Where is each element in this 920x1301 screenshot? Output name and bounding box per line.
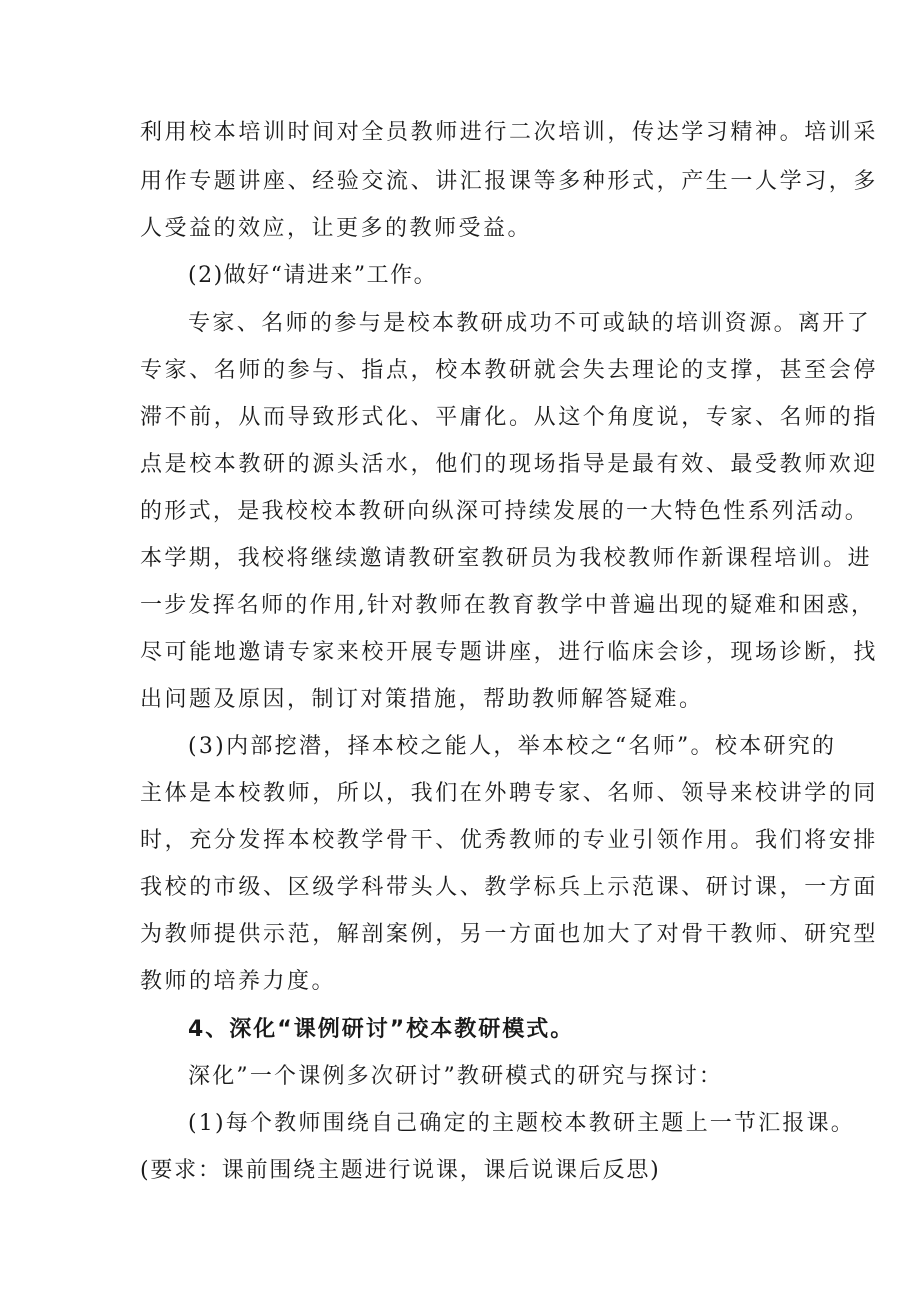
section-heading: 4、深化“课例研讨”校本教研模式。 <box>188 1017 575 1042</box>
text-line-12: 尽可能地邀请专家来校开展专题讲座，进行临床会诊，现场诊断，找 <box>140 640 879 665</box>
text-line-19: 教师的培养力度。 <box>140 969 337 994</box>
text-line-21: 深化”一个课例多次研讨”教研模式的研究与探讨： <box>188 1064 724 1089</box>
text-line-22: (1)每个教师围绕自己确定的主题校本教研主题上一节汇报课。 <box>188 1111 855 1136</box>
text-line-9: 的形式，是我校校本教研向纵深可持续发展的一大特色性系列活动。 <box>140 499 870 524</box>
text-line-15: 主体是本校教师，所以，我们在外聘专家、名师、领导来校讲学的同 <box>140 781 879 806</box>
text-line-8: 点是校本教研的源头活水，他们的现场指导是最有效、最受教师欢迎 <box>140 452 879 477</box>
text-line-17: 我校的市级、区级学科带头人、教学标兵上示范课、研讨课，一方面 <box>140 875 879 900</box>
text-line-23: (要求：课前围绕主题进行说课，课后说课后反思) <box>140 1158 661 1183</box>
text-line-4: (2)做好“请进来”工作。 <box>188 263 438 288</box>
text-line-13: 出问题及原因，制订对策措施，帮助教师解答疑难。 <box>140 687 704 712</box>
text-line-7: 滞不前，从而导致形式化、平庸化。从这个角度说，专家、名师的指 <box>140 405 879 430</box>
text-line-5: 专家、名师的参与是校本教研成功不可或缺的培训资源。离开了 <box>188 311 872 336</box>
text-line-10: 本学期，我校将继续邀请教研室教研员为我校教师作新课程培训。进 <box>140 546 873 571</box>
text-line-2: 用作专题讲座、经验交流、讲汇报课等多种形式，产生一人学习，多 <box>140 169 879 194</box>
text-line-11: 一步发挥名师的作用,针对教师在教育教学中普遍出现的疑难和困惑， <box>140 593 876 618</box>
text-line-6: 专家、名师的参与、指点，校本教研就会失去理论的支撑，甚至会停 <box>140 358 879 383</box>
text-line-3: 人受益的效应，让更多的教师受益。 <box>140 216 533 241</box>
text-line-16: 时，充分发挥本校教学骨干、优秀教师的专业引领作用。我们将安排 <box>140 828 879 853</box>
text-line-1: 利用校本培训时间对全员教师进行二次培训，传达学习精神。培训采 <box>140 120 879 145</box>
text-line-18: 为教师提供示范，解剖案例，另一方面也加大了对骨干教师、研究型 <box>140 922 879 947</box>
text-line-14: (3)内部挖潜，择本校之能人，举本校之“名师”。校本研究的 <box>188 734 837 759</box>
